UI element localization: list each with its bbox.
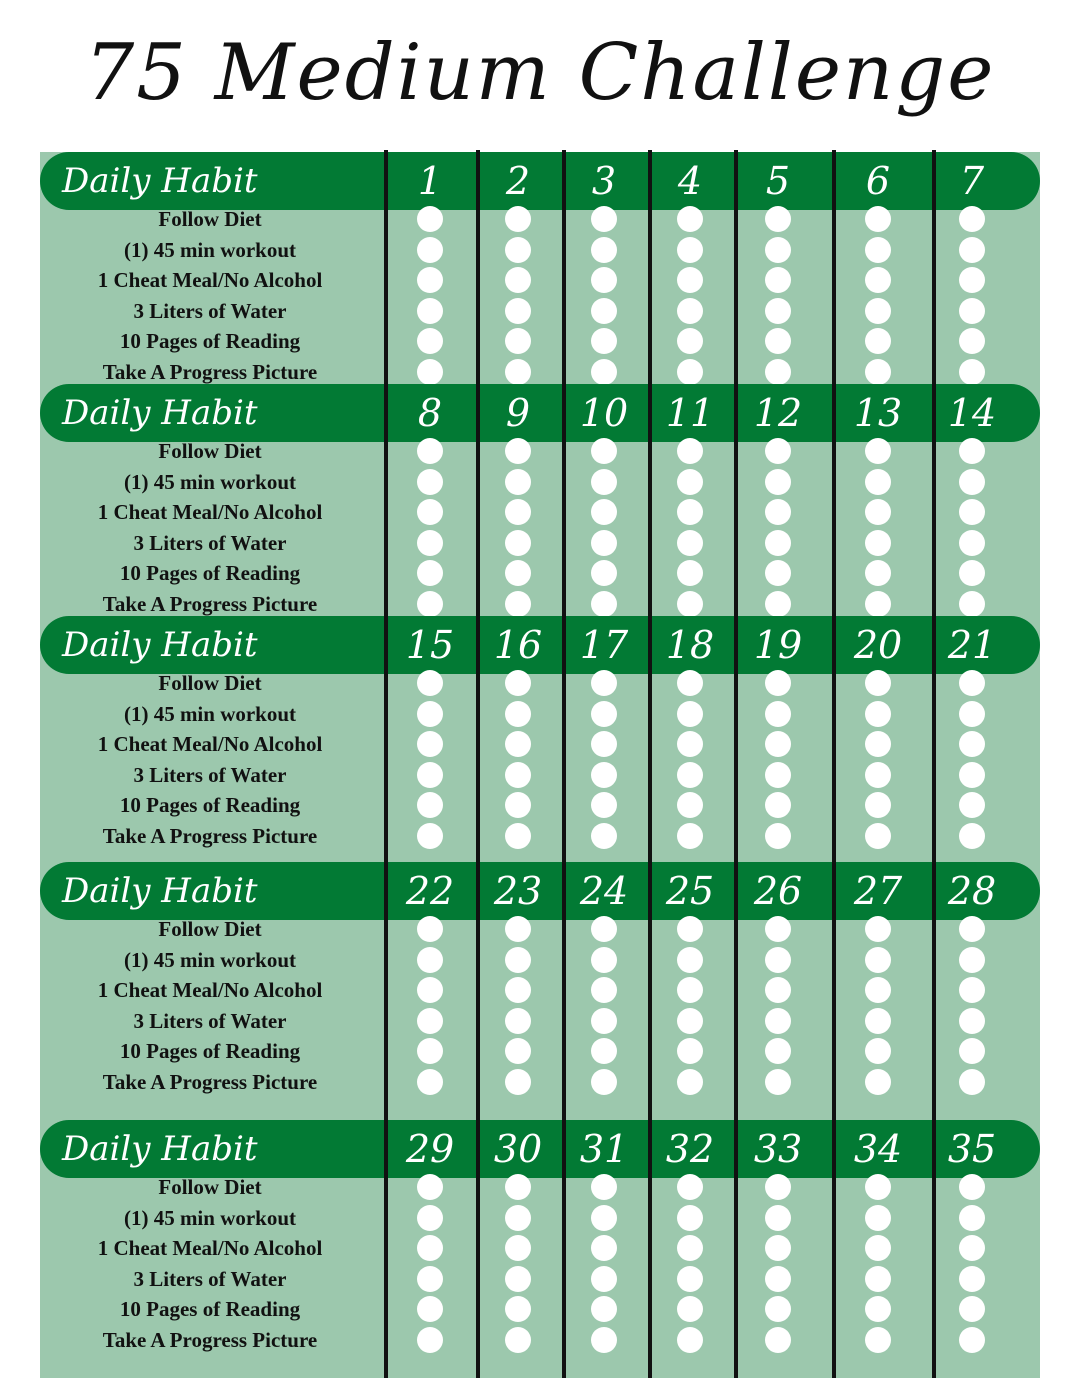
habit-checkbox[interactable] <box>677 792 703 818</box>
habit-checkbox[interactable] <box>959 560 985 586</box>
habit-checkbox[interactable] <box>417 469 443 495</box>
habit-checkbox[interactable] <box>865 560 891 586</box>
habit-checkbox[interactable] <box>765 1069 791 1095</box>
habit-checkbox[interactable] <box>591 438 617 464</box>
habit-label: 10 Pages of Reading <box>119 1039 301 1063</box>
habit-checkbox[interactable] <box>505 1205 531 1231</box>
habit-checkbox[interactable] <box>505 731 531 757</box>
habit-checkbox[interactable] <box>591 530 617 556</box>
habit-checkbox[interactable] <box>865 591 891 617</box>
day-number: 5 <box>765 159 791 203</box>
habit-checkbox[interactable] <box>765 762 791 788</box>
week-header-2 <box>40 384 1040 442</box>
habit-checkbox[interactable] <box>591 328 617 354</box>
habit-checkbox[interactable] <box>591 823 617 849</box>
habit-checkbox[interactable] <box>591 359 617 385</box>
habit-checkbox[interactable] <box>865 1327 891 1353</box>
habit-checkbox[interactable] <box>591 916 617 942</box>
habit-checkbox[interactable] <box>677 591 703 617</box>
habit-checkbox[interactable] <box>417 499 443 525</box>
day-number: 11 <box>665 391 715 435</box>
habit-label: Follow Diet <box>158 671 262 695</box>
habit-checkbox[interactable] <box>677 1174 703 1200</box>
habit-checkbox[interactable] <box>591 670 617 696</box>
habit-checkbox[interactable] <box>765 469 791 495</box>
habit-checkbox[interactable] <box>765 977 791 1003</box>
habit-checkbox[interactable] <box>677 499 703 525</box>
habit-checkbox[interactable] <box>417 947 443 973</box>
habit-checkbox[interactable] <box>959 591 985 617</box>
day-number: 32 <box>665 1127 715 1171</box>
day-number: 25 <box>665 869 715 913</box>
column-divider <box>562 150 566 1378</box>
habit-checkbox[interactable] <box>865 1069 891 1095</box>
week-header-4 <box>40 862 1040 920</box>
habit-checkbox[interactable] <box>959 762 985 788</box>
habit-checkbox[interactable] <box>677 206 703 232</box>
habit-checkbox[interactable] <box>677 1038 703 1064</box>
habit-checkbox[interactable] <box>677 947 703 973</box>
habit-label: 10 Pages of Reading <box>119 329 301 353</box>
habit-checkbox[interactable] <box>677 359 703 385</box>
column-divider <box>384 150 388 1378</box>
habit-checkbox[interactable] <box>677 530 703 556</box>
habit-checkbox[interactable] <box>765 1296 791 1322</box>
habit-checkbox[interactable] <box>865 469 891 495</box>
day-number: 21 <box>947 623 997 667</box>
habit-checkbox[interactable] <box>677 701 703 727</box>
habit-checkbox[interactable] <box>417 438 443 464</box>
habit-checkbox[interactable] <box>505 469 531 495</box>
habit-label: Take A Progress Picture <box>102 359 318 384</box>
habit-checkbox[interactable] <box>505 792 531 818</box>
habit-checkbox[interactable] <box>505 591 531 617</box>
habit-label: 1 Cheat Meal/No Alcohol <box>97 500 323 524</box>
day-number: 34 <box>853 1127 903 1171</box>
habit-checkbox[interactable] <box>677 1235 703 1261</box>
habit-label: Take A Progress Picture <box>102 1069 318 1094</box>
habit-checkbox[interactable] <box>865 1174 891 1200</box>
habit-checkbox[interactable] <box>765 731 791 757</box>
habit-checkbox[interactable] <box>959 1296 985 1322</box>
habit-checkbox[interactable] <box>591 499 617 525</box>
day-number: 18 <box>665 623 715 667</box>
habit-label: 10 Pages of Reading <box>119 1297 301 1321</box>
habit-label: 3 Liters of Water <box>133 530 287 555</box>
habit-checkbox[interactable] <box>865 1038 891 1064</box>
habit-checkbox[interactable] <box>765 530 791 556</box>
habit-checkbox[interactable] <box>505 916 531 942</box>
habit-checkbox[interactable] <box>591 237 617 263</box>
habit-checkbox[interactable] <box>765 298 791 324</box>
day-number: 9 <box>505 391 531 435</box>
habit-label: 3 Liters of Water <box>133 762 287 787</box>
day-number: 1 <box>417 159 443 203</box>
habit-checkbox[interactable] <box>865 701 891 727</box>
day-number: 7 <box>959 159 985 203</box>
habit-checkbox[interactable] <box>417 1235 443 1261</box>
habit-checkbox[interactable] <box>865 762 891 788</box>
habit-checkbox[interactable] <box>677 1008 703 1034</box>
habit-checkbox[interactable] <box>591 1038 617 1064</box>
habit-checkbox[interactable] <box>591 762 617 788</box>
daily-habit-label: Daily Habit <box>62 625 258 665</box>
habit-checkbox[interactable] <box>959 359 985 385</box>
habit-checkbox[interactable] <box>591 1327 617 1353</box>
habit-checkbox[interactable] <box>505 328 531 354</box>
habit-checkbox[interactable] <box>959 670 985 696</box>
habit-checkbox[interactable] <box>417 1069 443 1095</box>
habit-checkbox[interactable] <box>417 206 443 232</box>
habit-checkbox[interactable] <box>677 916 703 942</box>
habit-checkbox[interactable] <box>677 438 703 464</box>
habit-checkbox[interactable] <box>765 792 791 818</box>
habit-label: (1) 45 min workout <box>123 947 297 972</box>
daily-habit-label: Daily Habit <box>62 161 258 201</box>
week-header-3 <box>40 616 1040 674</box>
habit-checkbox[interactable] <box>865 267 891 293</box>
habit-checkbox[interactable] <box>505 1174 531 1200</box>
column-divider <box>476 150 480 1378</box>
habit-checkbox[interactable] <box>417 267 443 293</box>
column-divider <box>932 150 936 1378</box>
habit-checkbox[interactable] <box>417 701 443 727</box>
day-number: 29 <box>405 1127 455 1171</box>
habit-checkbox[interactable] <box>417 1174 443 1200</box>
habit-checkbox[interactable] <box>417 731 443 757</box>
habit-checkbox[interactable] <box>865 1008 891 1034</box>
habit-checkbox[interactable] <box>959 1008 985 1034</box>
habit-checkbox[interactable] <box>765 328 791 354</box>
habit-checkbox[interactable] <box>865 792 891 818</box>
day-number: 10 <box>579 391 629 435</box>
habit-checkbox[interactable] <box>765 438 791 464</box>
habit-label: 1 Cheat Meal/No Alcohol <box>97 268 323 292</box>
habit-checkbox[interactable] <box>959 977 985 1003</box>
habit-checkbox[interactable] <box>677 298 703 324</box>
habit-checkbox[interactable] <box>865 1235 891 1261</box>
habit-label: Take A Progress Picture <box>102 1327 318 1352</box>
habit-checkbox[interactable] <box>505 1266 531 1292</box>
habit-checkbox[interactable] <box>591 560 617 586</box>
habit-checkbox[interactable] <box>677 328 703 354</box>
habit-checkbox[interactable] <box>591 1296 617 1322</box>
habit-checkbox[interactable] <box>677 977 703 1003</box>
habit-checkbox[interactable] <box>865 359 891 385</box>
habit-checkbox[interactable] <box>677 267 703 293</box>
habit-checkbox[interactable] <box>417 328 443 354</box>
habit-checkbox[interactable] <box>865 237 891 263</box>
day-number: 3 <box>591 159 617 203</box>
habit-checkbox[interactable] <box>505 762 531 788</box>
habit-checkbox[interactable] <box>765 267 791 293</box>
habit-checkbox[interactable] <box>505 823 531 849</box>
habit-checkbox[interactable] <box>765 237 791 263</box>
habit-checkbox[interactable] <box>417 591 443 617</box>
habit-label: Follow Diet <box>158 207 262 231</box>
habit-checkbox[interactable] <box>959 1069 985 1095</box>
habit-checkbox[interactable] <box>677 560 703 586</box>
habit-checkbox[interactable] <box>765 1174 791 1200</box>
habit-checkbox[interactable] <box>865 530 891 556</box>
habit-checkbox[interactable] <box>765 916 791 942</box>
daily-habit-label: Daily Habit <box>62 1129 258 1169</box>
habit-checkbox[interactable] <box>865 1266 891 1292</box>
day-number: 35 <box>947 1127 997 1171</box>
habit-checkbox[interactable] <box>417 359 443 385</box>
habit-checkbox[interactable] <box>959 530 985 556</box>
habit-checkbox[interactable] <box>591 701 617 727</box>
habit-checkbox[interactable] <box>959 499 985 525</box>
habit-checkbox[interactable] <box>959 701 985 727</box>
habit-checkbox[interactable] <box>959 1235 985 1261</box>
habit-checkbox[interactable] <box>677 1266 703 1292</box>
day-number: 4 <box>677 159 703 203</box>
habit-checkbox[interactable] <box>505 947 531 973</box>
column-divider <box>734 150 738 1378</box>
habit-checkbox[interactable] <box>765 359 791 385</box>
day-number: 14 <box>947 391 997 435</box>
habit-label: Follow Diet <box>158 917 262 941</box>
habit-label: (1) 45 min workout <box>123 469 297 494</box>
habit-checkbox[interactable] <box>505 530 531 556</box>
habit-checkbox[interactable] <box>959 206 985 232</box>
habit-checkbox[interactable] <box>959 1205 985 1231</box>
habit-checkbox[interactable] <box>505 438 531 464</box>
day-number: 2 <box>505 159 531 203</box>
habit-checkbox[interactable] <box>417 560 443 586</box>
habit-checkbox[interactable] <box>417 1205 443 1231</box>
habit-checkbox[interactable] <box>959 237 985 263</box>
day-number: 24 <box>579 869 629 913</box>
habit-checkbox[interactable] <box>959 267 985 293</box>
habit-label: Take A Progress Picture <box>102 823 318 848</box>
habit-checkbox[interactable] <box>765 499 791 525</box>
habit-label: 1 Cheat Meal/No Alcohol <box>97 978 323 1002</box>
column-divider <box>832 150 836 1378</box>
daily-habit-label: Daily Habit <box>62 871 258 911</box>
day-number: 20 <box>853 623 903 667</box>
habit-checkbox[interactable] <box>959 469 985 495</box>
habit-checkbox[interactable] <box>677 762 703 788</box>
habit-checkbox[interactable] <box>591 1266 617 1292</box>
habit-checkbox[interactable] <box>417 916 443 942</box>
habit-checkbox[interactable] <box>591 731 617 757</box>
habit-checkbox[interactable] <box>505 359 531 385</box>
day-number: 6 <box>865 159 891 203</box>
habit-checkbox[interactable] <box>865 1205 891 1231</box>
habit-checkbox[interactable] <box>959 916 985 942</box>
habit-checkbox[interactable] <box>865 823 891 849</box>
day-number: 16 <box>493 623 543 667</box>
habit-checkbox[interactable] <box>417 792 443 818</box>
habit-checkbox[interactable] <box>591 206 617 232</box>
page-title: 75 Medium Challenge <box>84 28 996 118</box>
habit-checkbox[interactable] <box>505 1327 531 1353</box>
habit-checkbox[interactable] <box>865 298 891 324</box>
day-number: 26 <box>753 869 803 913</box>
habit-checkbox[interactable] <box>505 1235 531 1261</box>
habit-checkbox[interactable] <box>417 237 443 263</box>
habit-checkbox[interactable] <box>677 731 703 757</box>
habit-checkbox[interactable] <box>505 701 531 727</box>
habit-checkbox[interactable] <box>591 1008 617 1034</box>
habit-checkbox[interactable] <box>417 762 443 788</box>
habit-checkbox[interactable] <box>765 947 791 973</box>
habit-label: 10 Pages of Reading <box>119 793 301 817</box>
habit-checkbox[interactable] <box>591 1174 617 1200</box>
habit-checkbox[interactable] <box>959 1266 985 1292</box>
habit-label: Follow Diet <box>158 1175 262 1199</box>
day-number: 17 <box>579 623 629 667</box>
habit-checkbox[interactable] <box>505 267 531 293</box>
habit-label: (1) 45 min workout <box>123 701 297 726</box>
habit-checkbox[interactable] <box>865 499 891 525</box>
day-number: 15 <box>405 623 455 667</box>
habit-checkbox[interactable] <box>677 670 703 696</box>
habit-checkbox[interactable] <box>865 947 891 973</box>
habit-checkbox[interactable] <box>591 267 617 293</box>
habit-checkbox[interactable] <box>591 591 617 617</box>
habit-checkbox[interactable] <box>591 298 617 324</box>
habit-checkbox[interactable] <box>959 947 985 973</box>
habit-checkbox[interactable] <box>677 1069 703 1095</box>
habit-label: Take A Progress Picture <box>102 591 318 616</box>
habit-checkbox[interactable] <box>865 328 891 354</box>
habit-checkbox[interactable] <box>417 670 443 696</box>
habit-checkbox[interactable] <box>505 1038 531 1064</box>
habit-checkbox[interactable] <box>505 1008 531 1034</box>
day-number: 19 <box>753 623 803 667</box>
habit-checkbox[interactable] <box>765 1205 791 1231</box>
habit-checkbox[interactable] <box>417 823 443 849</box>
habit-checkbox[interactable] <box>865 916 891 942</box>
habit-checkbox[interactable] <box>417 977 443 1003</box>
habit-checkbox[interactable] <box>765 823 791 849</box>
day-number: 33 <box>753 1127 803 1171</box>
daily-habit-label: Daily Habit <box>62 393 258 433</box>
habit-checkbox[interactable] <box>417 530 443 556</box>
habit-checkbox[interactable] <box>677 1205 703 1231</box>
habit-checkbox[interactable] <box>959 823 985 849</box>
column-divider <box>648 150 652 1378</box>
habit-checkbox[interactable] <box>591 1235 617 1261</box>
habit-checkbox[interactable] <box>865 206 891 232</box>
day-number: 22 <box>405 869 455 913</box>
habit-checkbox[interactable] <box>865 670 891 696</box>
day-number: 31 <box>579 1127 629 1171</box>
habit-label: 10 Pages of Reading <box>119 561 301 585</box>
habit-checkbox[interactable] <box>765 1327 791 1353</box>
day-number: 8 <box>417 391 443 435</box>
day-number: 28 <box>947 869 997 913</box>
habit-checkbox[interactable] <box>591 1069 617 1095</box>
habit-checkbox[interactable] <box>765 670 791 696</box>
habit-checkbox[interactable] <box>505 977 531 1003</box>
habit-checkbox[interactable] <box>765 1008 791 1034</box>
habit-checkbox[interactable] <box>505 237 531 263</box>
habit-label: Follow Diet <box>158 439 262 463</box>
habit-checkbox[interactable] <box>959 438 985 464</box>
habit-checkbox[interactable] <box>505 1296 531 1322</box>
week-header-1 <box>40 152 1040 210</box>
habit-checkbox[interactable] <box>417 1008 443 1034</box>
habit-checkbox[interactable] <box>865 1296 891 1322</box>
habit-checkbox[interactable] <box>591 792 617 818</box>
habit-checkbox[interactable] <box>959 731 985 757</box>
habit-checkbox[interactable] <box>591 1205 617 1231</box>
habit-label: 1 Cheat Meal/No Alcohol <box>97 1236 323 1260</box>
habit-checkbox[interactable] <box>959 1174 985 1200</box>
week-header-5 <box>40 1120 1040 1178</box>
habit-label: 3 Liters of Water <box>133 1008 287 1033</box>
habit-checkbox[interactable] <box>959 1327 985 1353</box>
habit-checkbox[interactable] <box>765 701 791 727</box>
habit-label: 1 Cheat Meal/No Alcohol <box>97 732 323 756</box>
habit-label: 3 Liters of Water <box>133 1266 287 1291</box>
habit-checkbox[interactable] <box>765 560 791 586</box>
habit-checkbox[interactable] <box>959 328 985 354</box>
habit-checkbox[interactable] <box>865 438 891 464</box>
habit-checkbox[interactable] <box>765 1235 791 1261</box>
habit-checkbox[interactable] <box>765 206 791 232</box>
habit-checkbox[interactable] <box>417 1296 443 1322</box>
habit-checkbox[interactable] <box>417 1266 443 1292</box>
day-number: 27 <box>853 869 903 913</box>
habit-label: 3 Liters of Water <box>133 298 287 323</box>
habit-checkbox[interactable] <box>765 591 791 617</box>
habit-checkbox[interactable] <box>591 977 617 1003</box>
habit-label: (1) 45 min workout <box>123 1205 297 1230</box>
habit-checkbox[interactable] <box>417 1327 443 1353</box>
habit-checkbox[interactable] <box>417 1038 443 1064</box>
day-number: 13 <box>853 391 903 435</box>
habit-checkbox[interactable] <box>505 1069 531 1095</box>
habit-checkbox[interactable] <box>959 298 985 324</box>
habit-checkbox[interactable] <box>505 560 531 586</box>
habit-checkbox[interactable] <box>505 499 531 525</box>
habit-checkbox[interactable] <box>591 947 617 973</box>
habit-checkbox[interactable] <box>865 977 891 1003</box>
habit-checkbox[interactable] <box>417 298 443 324</box>
day-number: 12 <box>753 391 803 435</box>
habit-checkbox[interactable] <box>765 1266 791 1292</box>
habit-checkbox[interactable] <box>505 670 531 696</box>
habit-checkbox[interactable] <box>677 1327 703 1353</box>
habit-checkbox[interactable] <box>677 1296 703 1322</box>
habit-checkbox[interactable] <box>677 469 703 495</box>
habit-checkbox[interactable] <box>591 469 617 495</box>
day-number: 30 <box>493 1127 543 1171</box>
habit-checkbox[interactable] <box>505 298 531 324</box>
habit-checkbox[interactable] <box>865 731 891 757</box>
habit-checkbox[interactable] <box>505 206 531 232</box>
habit-checkbox[interactable] <box>765 1038 791 1064</box>
habit-checkbox[interactable] <box>677 823 703 849</box>
habit-checkbox[interactable] <box>959 792 985 818</box>
habit-checkbox[interactable] <box>677 237 703 263</box>
habit-label: (1) 45 min workout <box>123 237 297 262</box>
habit-checkbox[interactable] <box>959 1038 985 1064</box>
day-number: 23 <box>493 869 543 913</box>
